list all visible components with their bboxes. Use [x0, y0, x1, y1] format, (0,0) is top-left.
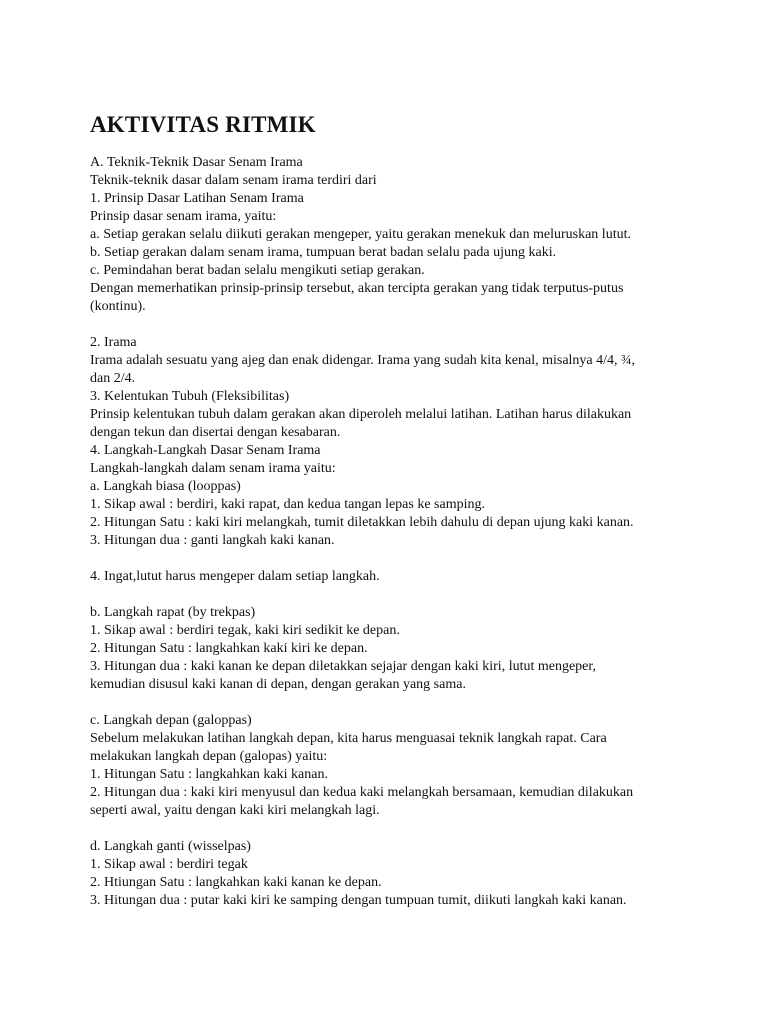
text-line: 3. Kelentukan Tubuh (Fleksibilitas) — [90, 389, 290, 404]
text-line: d. Langkah ganti (wisselpas) — [90, 839, 251, 854]
text-line: 2. Hitungan dua : kaki kiri menyusul dan kedua kaki melangkah bersamaan, kemudian dilakukan — [90, 785, 634, 800]
document-title: AKTIVITAS RITMIK — [90, 112, 316, 137]
text-line: 3. Hitungan dua : putar kaki kiri ke samping dengan tumpuan tumit, diikuti langkah kaki kanan. — [90, 893, 627, 908]
blank-line — [90, 820, 690, 838]
document-body — [90, 154, 690, 910]
text-line: 1. Sikap awal : berdiri tegak, kaki kiri sedikit ke depan. — [90, 623, 400, 638]
text-line: c. Langkah depan (galoppas) — [90, 713, 252, 728]
text-line: 1. Sikap awal : berdiri, kaki rapat, dan kedua tangan lepas ke samping. — [90, 497, 485, 512]
blank-line — [90, 550, 690, 568]
text-line: 1. Prinsip Dasar Latihan Senam Irama — [90, 191, 304, 206]
text-line: seperti awal, yaitu dengan kaki kiri melangkah lagi. — [90, 803, 380, 818]
text-line: Sebelum melakukan latihan langkah depan, kita harus menguasai teknik langkah rapat. Cara — [90, 731, 607, 746]
text-line: dengan tekun dan disertai dengan kesabaran. — [90, 425, 341, 440]
text-line: Prinsip kelentukan tubuh dalam gerakan akan diperoleh melalui latihan. Latihan harus dilakukan — [90, 407, 632, 422]
blank-line — [90, 316, 690, 334]
text-line: Dengan memerhatikan prinsip-prinsip tersebut, akan tercipta gerakan yang tidak terputus-putus — [90, 281, 624, 296]
text-line: 4. Langkah-Langkah Dasar Senam Irama — [90, 443, 321, 458]
text-line: b. Setiap gerakan dalam senam irama, tumpuan berat badan selalu pada ujung kaki. — [90, 245, 557, 260]
text-line: a. Langkah biasa (looppas) — [90, 479, 241, 494]
text-line: A. Teknik-Teknik Dasar Senam Irama — [90, 155, 303, 170]
blank-line — [90, 694, 690, 712]
text-line: 3. Hitungan dua : ganti langkah kaki kanan. — [90, 533, 335, 548]
text-line: 2. Irama — [90, 335, 137, 350]
text-line: 3. Hitungan dua : kaki kanan ke depan diletakkan sejajar dengan kaki kiri, lutut mengeper, — [90, 659, 596, 674]
text-line: c. Pemindahan berat badan selalu mengikuti setiap gerakan. — [90, 263, 425, 278]
text-line: 2. Hitungan Satu : langkahkan kaki kiri ke depan. — [90, 641, 368, 656]
text-line: Langkah-langkah dalam senam irama yaitu: — [90, 461, 336, 476]
text-line: melakukan langkah depan (galopas) yaitu: — [90, 749, 328, 764]
text-line: b. Langkah rapat (by trekpas) — [90, 605, 256, 620]
text-line: 4. Ingat,lutut harus mengeper dalam setiap langkah. — [90, 569, 380, 584]
text-line: kemudian disusul kaki kanan di depan, dengan gerakan yang sama. — [90, 677, 466, 692]
text-line: Irama adalah sesuatu yang ajeg dan enak didengar. Irama yang sudah kita kenal, misalnya 4/4, ¾, — [90, 353, 636, 368]
text-line: 1. Sikap awal : berdiri tegak — [90, 857, 248, 872]
text-line: 1. Hitungan Satu : langkahkan kaki kanan. — [90, 767, 328, 782]
text-line: a. Setiap gerakan selalu diikuti gerakan mengeper, yaitu gerakan menekuk dan meluruskan lutut. — [90, 227, 631, 242]
text-line: Teknik-teknik dasar dalam senam irama terdiri dari — [90, 173, 377, 188]
text-line: (kontinu). — [90, 299, 146, 314]
blank-line — [90, 586, 690, 604]
text-line: Prinsip dasar senam irama, yaitu: — [90, 209, 277, 224]
text-line: dan 2/4. — [90, 371, 136, 386]
text-line: 2. Htiungan Satu : langkahkan kaki kanan ke depan. — [90, 875, 382, 890]
text-line: 2. Hitungan Satu : kaki kiri melangkah, tumit diletakkan lebih dahulu di depan ujung kaki kanan. — [90, 515, 634, 530]
